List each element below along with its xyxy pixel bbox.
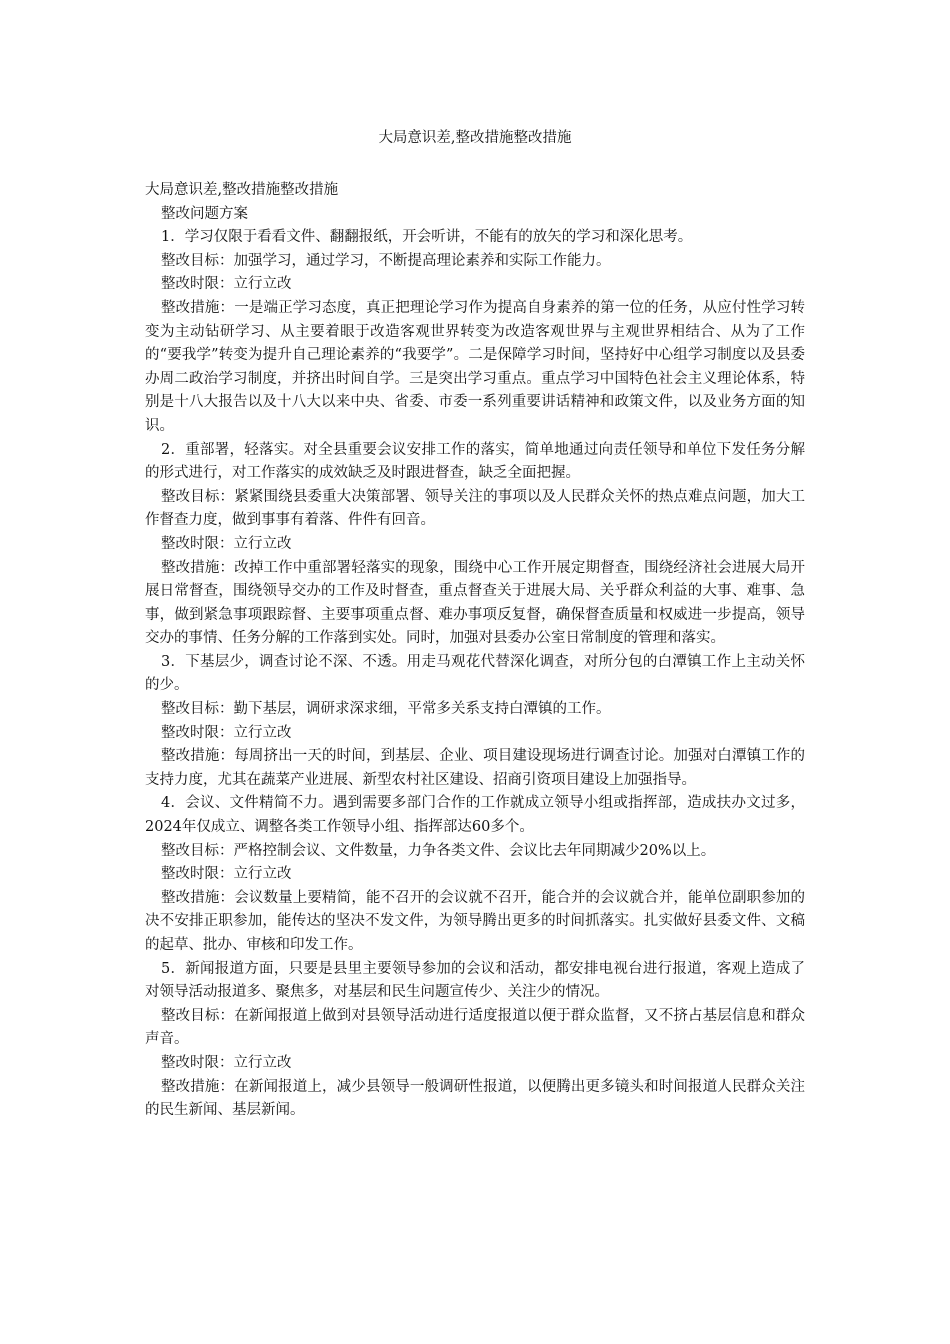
paragraph: 整改时限：立行立改 [161, 1054, 292, 1071]
paragraph: 整改时限：立行立改 [161, 276, 292, 293]
paragraph: 2．重部署，轻落实。对全县重要会议安排工作的落实，简单地通过向责任领导和单位下发任务分解的形式进行，对工作落实的成效缺乏及时跟进督查，缺乏全面把握。 [145, 441, 805, 482]
paragraph: 整改措施：在新闻报道上，减少县领导一般调研性报道，以便腾出更多镜头和时间报道人民群众关注的民生新闻、基层新闻。 [145, 1078, 805, 1119]
paragraph: 整改措施：会议数量上要精简，能不召开的会议就不召开，能合并的会议就合并，能单位副职参加的决不安排正职参加，能传达的坚决不发文件，为领导腾出更多的时间抓落实。扎实做好县委文件、文稿的起草、批办、审核和印发工作。 [145, 889, 805, 953]
paragraph-heading: 大局意识差,整改措施整改措施 [145, 182, 339, 198]
paragraph: 整改时限：立行立改 [161, 535, 292, 552]
paragraph: 5．新闻报道方面，只要是县里主要领导参加的会议和活动，都安排电视台进行报道，客观上造成了对领导活动报道多、聚焦多，对基层和民生问题宣传少、关注少的情况。 [145, 960, 805, 1001]
paragraph: 3．下基层少，调查讨论不深、不透。用走马观花代替深化调查，对所分包的白潭镇工作上主动关怀的少。 [145, 653, 805, 694]
paragraph: 整改问题方案 [161, 205, 248, 222]
paragraph: 整改目标：加强学习，通过学习，不断提高理论素养和实际工作能力。 [161, 252, 611, 269]
paragraph: 整改时限：立行立改 [161, 866, 292, 883]
document-title: 大局意识差,整改措施整改措施 [378, 130, 572, 146]
paragraph: 1．学习仅限于看看文件、翻翻报纸，开会听讲，不能有的放矢的学习和深化思考。 [161, 229, 693, 246]
paragraph: 整改措施：改掉工作中重部署轻落实的现象，围绕中心工作开展定期督查，围绕经济社会进展大局开展日常督查，围绕领导交办的工作及时督查，重点督查关于进展大局、关乎群众利益的大事、难事、急事，做到紧急事项跟踪督、主要事项重点督、难办事项反复督，确保督查质量和权威进一步提高，领导交办的事情、任务分解的工作落到实处。同时，加强对县委办公室日常制度的管理和落实。 [145, 559, 805, 647]
document-body [145, 179, 805, 1123]
paragraph: 整改目标：严格控制会议、文件数量，力争各类文件、会议比去年同期减少20%以上。 [161, 842, 716, 859]
paragraph: 整改目标：勤下基层，调研求深求细，平常多关系支持白潭镇的工作。 [161, 701, 611, 718]
paragraph: 整改时限：立行立改 [161, 724, 292, 741]
paragraph: 整改措施：每周挤出一天的时间，到基层、企业、项目建设现场进行调查讨论。加强对白潭镇工作的支持力度，尤其在蔬菜产业进展、新型农村社区建设、招商引资项目建设上加强指导。 [145, 748, 805, 788]
paragraph: 整改措施：一是端正学习态度，真正把理论学习作为提高自身素养的第一位的任务，从应付性学习转变为主动钻研学习、从主要着眼于改造客观世界转变为改造客观世界与主观世界相结合、从为了工作的“要我学”转变为提升自己理论素养的“我要学”。二是保障学习时间，坚持好中心组学习制度以及县委办周二政治学习制度，并挤出时间自学。三是突出学习重点。重点学习中国特色社会主义理论体系，特别是十八大报告以及十八大以来中央、省委、市委一系列重要讲话精神和政策文件，以及业务方面的知识。 [145, 299, 805, 434]
paragraph: 整改目标：紧紧围绕县委重大决策部署、领导关注的事项以及人民群众关怀的热点难点问题，加大工作督查力度，做到事事有着落、件件有回音。 [145, 488, 805, 529]
paragraph: 整改目标：在新闻报道上做到对县领导活动进行适度报道以便于群众监督，又不挤占基层信息和群众声音。 [145, 1007, 805, 1048]
paragraph: 4．会议、文件精简不力。遇到需要多部门合作的工作就成立领导小组或指挥部，造成扶办文过多，2024年仅成立、调整各类工作领导小组、指挥部达60多个。 [145, 795, 805, 836]
